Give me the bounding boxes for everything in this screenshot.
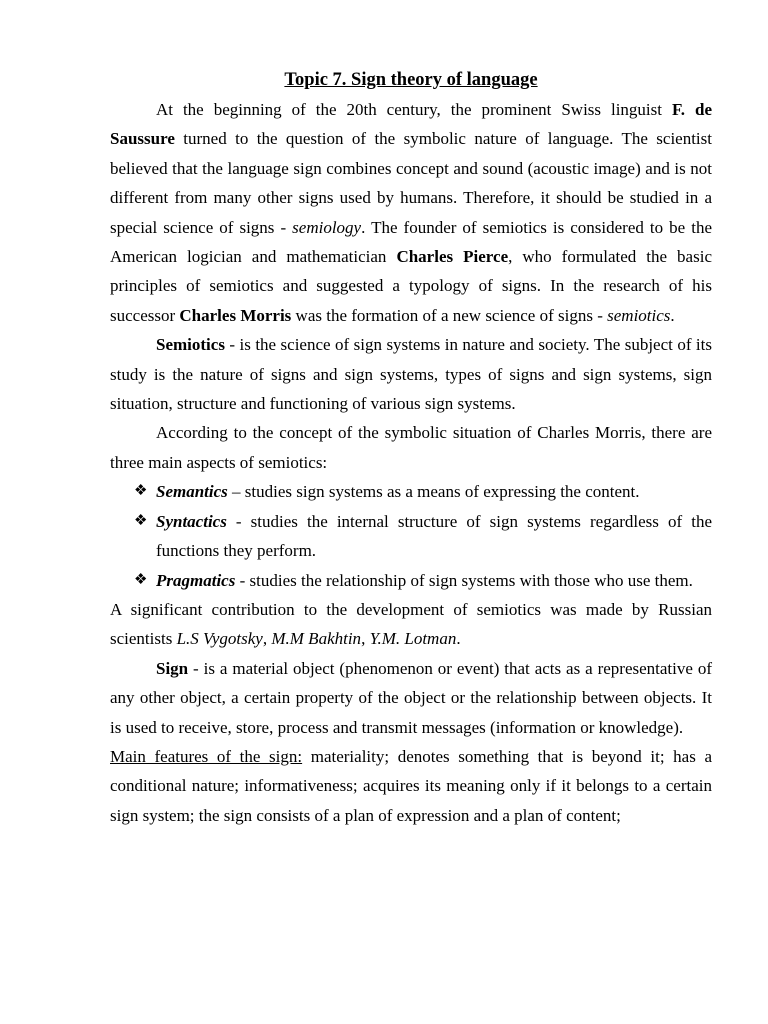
text: , who formulated the basic principles of semiotics and suggested a typology of signs. In the research of his successor — [110, 247, 712, 325]
text: , — [361, 629, 370, 649]
name-saussure: F. de Saussure — [110, 100, 713, 149]
diamond-bullet-icon: ❖ — [134, 571, 148, 588]
name-bakhtin: M.M Bakhtin — [271, 629, 362, 649]
page-title: Topic 7. Sign theory of language — [284, 70, 538, 90]
text: At the beginning of the 20th century, the prominent Swiss linguist — [156, 100, 672, 119]
paragraph-sign-features — [110, 742, 712, 830]
name-morris: Charles Morris — [179, 305, 292, 325]
text: was the formation of a new science of signs - — [291, 305, 608, 325]
name-lotman: Y.M. Lotman — [369, 629, 457, 649]
term-semiotics: semiotics — [607, 305, 671, 325]
paragraph-semiotics-definition — [110, 330, 712, 418]
aspect-description: - studies the internal structure of sign systems regardless of the functions they perform. — [156, 511, 712, 561]
text: A significant contribution to the development of semiotics was made by Russian scientists — [110, 599, 712, 649]
aspect-term: Syntactics — [156, 511, 227, 531]
aspect-description: - studies the relationship of sign systems with those who use them. — [235, 570, 693, 590]
features-heading: Main features of the sign: — [110, 746, 303, 766]
aspect-description: – studies sign systems as a means of expressing the content. — [227, 482, 640, 502]
term-sign: Sign — [156, 658, 189, 678]
text: materiality; denotes something that is beyond it; has a conditional nature; informativeness; acquires its meaning only if it belongs to a certain sign system; the sign consists of a plan of expression and a plan of content; — [110, 746, 712, 825]
text: . — [670, 305, 675, 325]
paragraph-aspects-intro — [110, 418, 712, 477]
diamond-bullet-icon: ❖ — [134, 512, 148, 529]
text: . — [456, 629, 461, 649]
term-semiotics-bold: Semiotics — [156, 335, 225, 355]
list-item — [134, 477, 712, 506]
aspect-term: Semantics — [156, 482, 228, 502]
text: - is a material object (phenomenon or event) that acts as a representative of any other object, a certain property of the object or the relationship between objects. It is used to receive, store, process and transmit messages (information or knowledge). — [110, 658, 712, 737]
list-item — [134, 507, 712, 566]
paragraph-russian-scientists — [110, 595, 712, 654]
text: According to the concept of the symbolic situation of Charles Morris, there are three main aspects of semiotics: — [110, 423, 712, 472]
text: . The founder of semiotics is considered to be the American logician and mathematician — [110, 217, 712, 267]
name-vygotsky: L.S Vygotsky — [176, 629, 263, 649]
aspect-term: Pragmatics — [156, 570, 236, 590]
term-semiology: semiology — [292, 217, 362, 237]
text: turned to the question of the symbolic nature of language. The scientist believed that the language sign combines concept and sound (acoustic image) and is not different from many other signs used by humans. Therefore, it should be studied in a special science of signs - — [110, 129, 712, 237]
name-pierce: Charles Pierce — [396, 247, 509, 267]
paragraph-saussure — [110, 95, 712, 330]
document-page — [110, 66, 712, 830]
diamond-bullet-icon: ❖ — [134, 483, 148, 500]
list-item — [134, 566, 712, 595]
paragraph-sign-definition — [110, 654, 712, 742]
text: , — [262, 629, 272, 649]
text: - is the science of sign systems in nature and society. The subject of its study is the nature of signs and sign systems, types of signs and sign systems, sign situation, structure and functioning of various sign systems. — [110, 335, 712, 414]
aspects-list — [110, 477, 712, 595]
